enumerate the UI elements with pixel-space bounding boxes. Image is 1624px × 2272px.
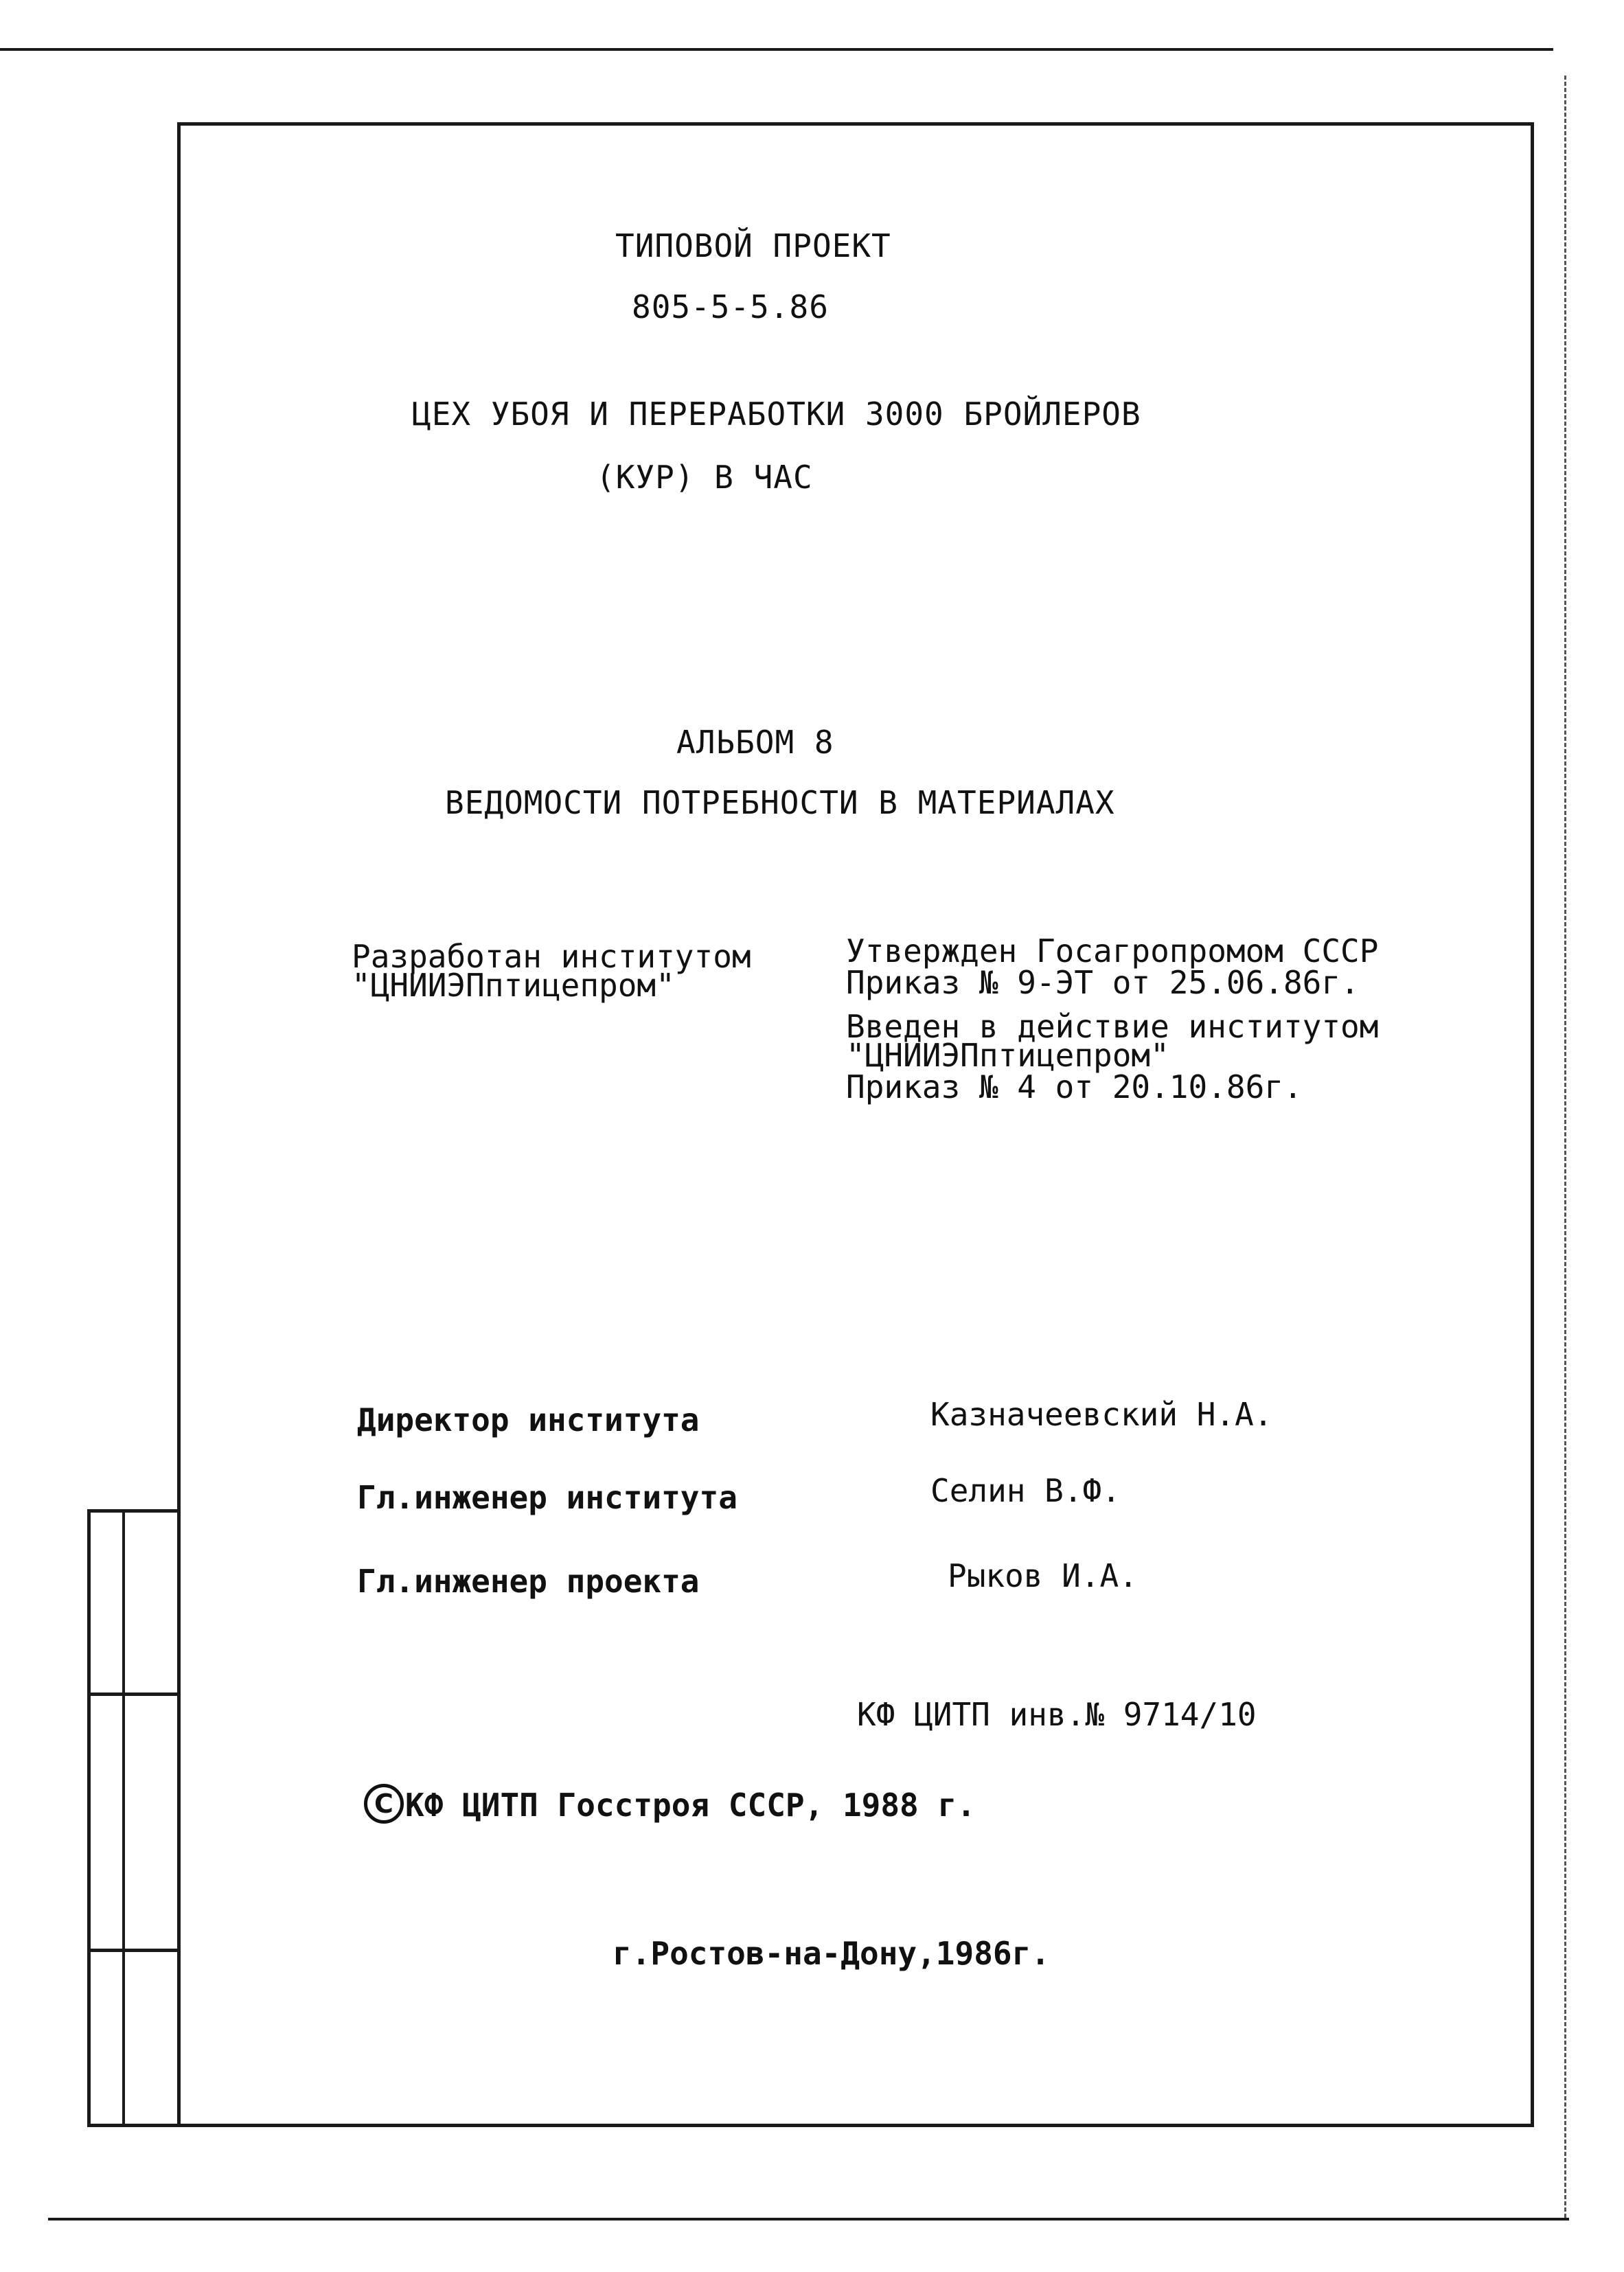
approved-line1: Утвержден Госагропромом СССР	[846, 932, 1379, 969]
approved-line2: Приказ № 9-ЭТ от 25.06.86г.	[846, 964, 1360, 1001]
stamp-strip-top	[87, 1509, 181, 1513]
project-type-heading: ТИПОВОЙ ПРОЕКТ	[615, 227, 891, 264]
top-edge-line	[0, 48, 1553, 51]
copyright-icon: С	[364, 1784, 404, 1824]
frame-bottom	[87, 2124, 1534, 2127]
stamp-strip-divider-2	[87, 1949, 181, 1952]
approved-line4: "ЦНИИЭПптицепром"	[846, 1037, 1169, 1074]
stamp-strip-divider-1	[87, 1692, 181, 1696]
signature-name-chief-engineer-institute: Селин В.Ф.	[930, 1472, 1121, 1509]
stamp-strip-outer-left	[87, 1509, 91, 2127]
approved-line3: Введен в действие институтом	[846, 1008, 1379, 1045]
developed-by-line1: Разработан институтом	[352, 938, 751, 975]
project-name-line1: ЦЕХ УБОЯ И ПЕРЕРАБОТКИ 3000 БРОЙЛЕРОВ	[412, 395, 1141, 433]
signature-name-chief-engineer-project: Рыков И.А.	[948, 1557, 1138, 1594]
album-name: ВЕДОМОСТИ ПОТРЕБНОСТИ В МАТЕРИАЛАХ	[445, 784, 1115, 821]
project-name-line2: (КУР) В ЧАС	[596, 459, 813, 496]
project-number: 805-5-5.86	[632, 288, 829, 325]
bottom-edge-line	[48, 2218, 1569, 2221]
right-cut-line	[1564, 76, 1566, 2218]
place-and-year: г.Ростов-на-Дону,1986г.	[613, 1935, 1050, 1972]
approved-line5: Приказ № 4 от 20.10.86г.	[846, 1068, 1303, 1105]
signature-role-director: Директор института	[357, 1401, 700, 1438]
inventory-number: КФ ЦИТП инв.№ 9714/10	[857, 1696, 1257, 1733]
frame-left	[177, 122, 181, 2127]
signature-role-chief-engineer-project: Гл.инженер проекта	[357, 1563, 700, 1600]
album-number: АЛЬБОМ 8	[676, 724, 834, 761]
signature-role-chief-engineer-institute: Гл.инженер института	[357, 1479, 737, 1516]
frame-top	[177, 122, 1534, 126]
developed-by-line2: "ЦНИИЭПптицепром"	[352, 967, 675, 1004]
stamp-strip-inner-left	[122, 1509, 125, 2127]
copyright-text: КФ ЦИТП Госстроя СССР, 1988 г.	[405, 1787, 976, 1824]
frame-right	[1531, 122, 1534, 2127]
signature-name-director: Казначеевский Н.А.	[930, 1396, 1273, 1433]
